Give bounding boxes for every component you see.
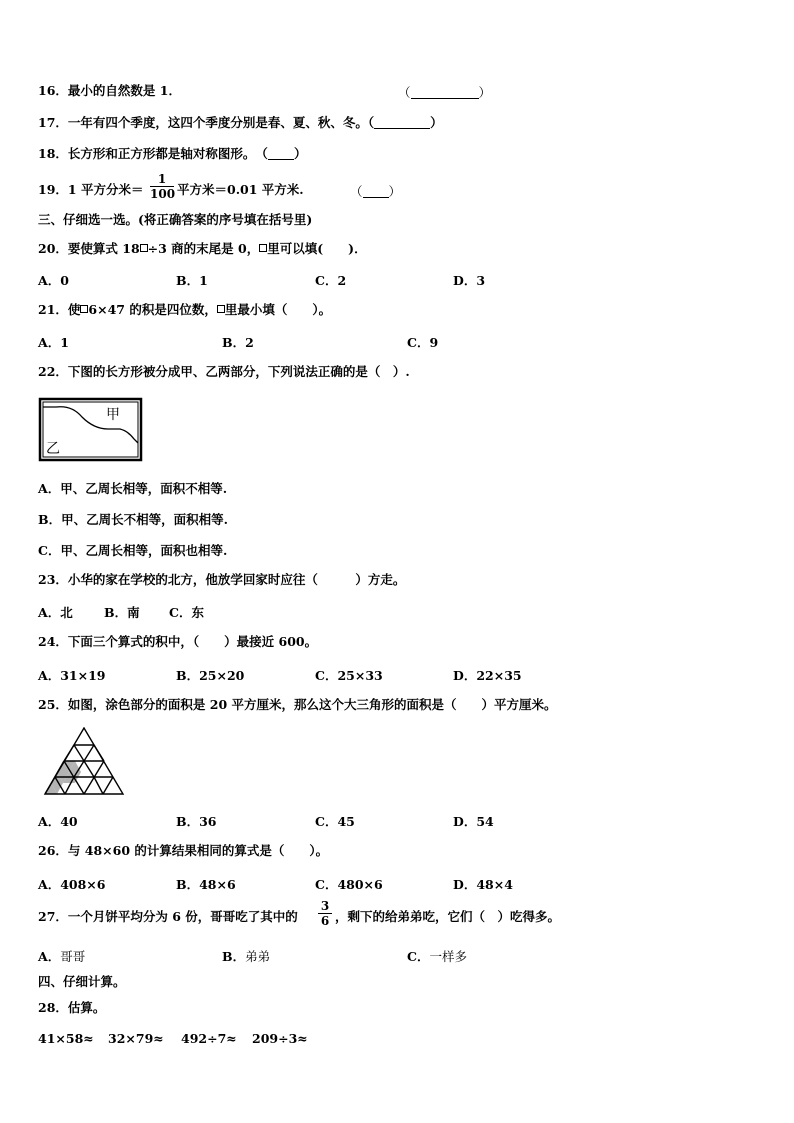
q23-text: 23．小华的家在学校的北方，他放学回家时应往（ ）方走。 bbox=[38, 572, 406, 587]
q24-option-b[interactable]: B．25×20 bbox=[176, 668, 245, 683]
q20-option-a[interactable]: A．0 bbox=[38, 273, 69, 288]
q20-text: 20．要使算式 18 ÷3 商的末尾是 0， 里可以填( )． bbox=[38, 241, 367, 256]
q25-text: 25．如图，涂色部分的面积是 20 平方厘米，那么这个大三角形的面积是（ ）平方厘米。 bbox=[38, 697, 557, 712]
q16-answer-blank[interactable]: （ ） bbox=[398, 85, 492, 100]
q26-option-c[interactable]: C．480×6 bbox=[315, 877, 383, 892]
q25-option-d[interactable]: D．54 bbox=[453, 814, 494, 829]
square-blank-icon bbox=[140, 244, 148, 252]
q27-suffix: ，剩下的给弟弟吃，它们（ ）吃得多。 bbox=[335, 909, 561, 924]
q26-text: 26．与 48×60 的计算结果相同的算式是（ ）。 bbox=[38, 843, 329, 858]
q20-option-d[interactable]: D．3 bbox=[453, 273, 486, 288]
q19-suffix: 平方米＝0.01 平方米. bbox=[177, 182, 304, 197]
q26-option-d[interactable]: D．48×4 bbox=[453, 877, 513, 892]
q25-option-c[interactable]: C．45 bbox=[315, 814, 355, 829]
q19-answer-blank[interactable]: （ ） bbox=[350, 184, 402, 199]
q23-option-b[interactable]: B．南 bbox=[104, 605, 140, 620]
q26-option-a[interactable]: A．408×6 bbox=[38, 877, 106, 892]
q19-prefix: 19．1 平方分米＝ bbox=[38, 182, 144, 197]
q24-text: 24．下面三个算式的积中，（ ）最接近 600。 bbox=[38, 634, 318, 649]
q18-answer-blank[interactable]: （ ） bbox=[261, 146, 307, 161]
q23-option-c[interactable]: C．东 bbox=[169, 605, 204, 620]
q28-item[interactable]: 32×79≈ bbox=[108, 1031, 164, 1046]
q22-option-a[interactable]: A．甲、乙周长相等，面积不相等. bbox=[38, 481, 228, 496]
q22-text: 22．下图的长方形被分成甲、乙两部分，下列说法正确的是（ ）. bbox=[38, 364, 410, 379]
q20-option-c[interactable]: C．2 bbox=[315, 273, 347, 288]
q22-rectangle-figure bbox=[38, 397, 144, 463]
section-3-heading: 三、仔细选一选。(将正确答案的序号填在括号里) bbox=[38, 212, 313, 227]
q25-triangle-figure bbox=[42, 727, 126, 797]
q27-fraction: $\frac{3}{6}$ bbox=[318, 899, 332, 928]
q18-text: 18．长方形和正方形都是轴对称图形。 （ ） bbox=[38, 146, 307, 161]
q22-label-jia: 甲 bbox=[106, 407, 120, 423]
q22-option-c[interactable]: C．甲、乙周长相等，面积也相等. bbox=[38, 543, 228, 558]
q27-option-a[interactable]: A．哥哥 bbox=[38, 949, 86, 964]
q16-text: 16．最小的自然数是 1． bbox=[38, 83, 181, 98]
q21-option-b[interactable]: B．2 bbox=[222, 335, 254, 350]
q28-item[interactable]: 209÷3≈ bbox=[252, 1031, 308, 1046]
q28-item[interactable]: 492÷7≈ bbox=[181, 1031, 237, 1046]
q28-item[interactable]: 41×58≈ bbox=[38, 1031, 94, 1046]
q24-option-d[interactable]: D．22×35 bbox=[453, 668, 522, 683]
q23-option-a[interactable]: A．北 bbox=[38, 605, 73, 620]
q27-option-b[interactable]: B．弟弟 bbox=[222, 949, 271, 964]
q22-option-b[interactable]: B．甲、乙周长不相等，面积相等. bbox=[38, 512, 228, 527]
q17-answer-blank[interactable]: （ ） bbox=[367, 115, 443, 130]
q20-option-b[interactable]: B．1 bbox=[176, 273, 208, 288]
q27-prefix: 27．一个月饼平均分为 6 份，哥哥吃了其中的 bbox=[38, 909, 298, 924]
q17-text: 17．一年有四个季度，这四个季度分别是春、夏、秋、冬。（ ） bbox=[38, 115, 443, 130]
q25-option-b[interactable]: B．36 bbox=[176, 814, 217, 829]
q25-option-a[interactable]: A．40 bbox=[38, 814, 78, 829]
q21-text: 21．使 6×47 的积是四位数， 里最小填（ ）。 bbox=[38, 302, 332, 317]
q26-option-b[interactable]: B．48×6 bbox=[176, 877, 236, 892]
square-blank-icon bbox=[217, 305, 225, 313]
q21-option-a[interactable]: A．1 bbox=[38, 335, 69, 350]
q24-option-c[interactable]: C．25×33 bbox=[315, 668, 383, 683]
q22-label-yi: 乙 bbox=[46, 441, 60, 457]
section-4-heading: 四、仔细计算。 bbox=[38, 974, 126, 989]
q19-fraction: $\frac{1}{100}$ bbox=[150, 172, 176, 201]
q24-option-a[interactable]: A．31×19 bbox=[38, 668, 106, 683]
q28-title: 28．估算。 bbox=[38, 1000, 106, 1015]
q27-option-c[interactable]: C．一样多 bbox=[407, 949, 467, 964]
q21-option-c[interactable]: C．9 bbox=[407, 335, 439, 350]
